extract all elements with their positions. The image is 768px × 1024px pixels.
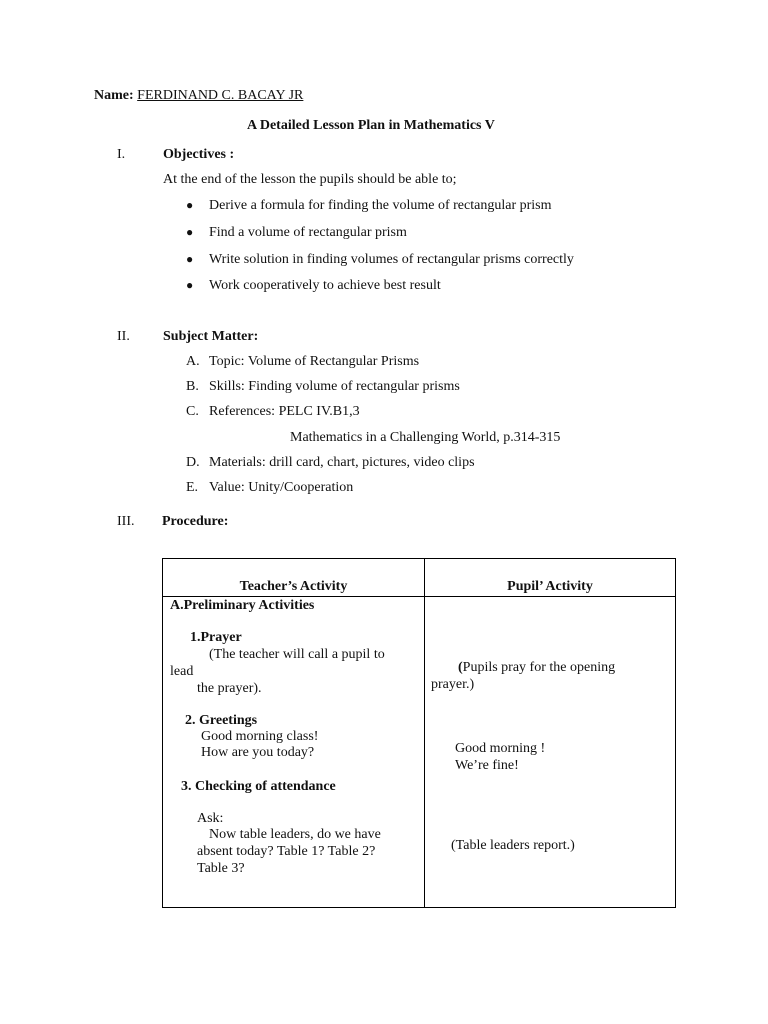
name-label: Name: xyxy=(94,88,134,103)
subject-heading: Subject Matter: xyxy=(163,329,259,344)
objectives-numeral: I. xyxy=(117,147,126,162)
list-item xyxy=(186,225,407,241)
pupil-prayer-line: prayer.) xyxy=(431,677,475,692)
objective-text: Work cooperatively to achieve best result xyxy=(209,278,441,293)
item-letter: A. xyxy=(186,354,200,369)
ask-label: Ask: xyxy=(197,811,224,826)
pupil-column-header: Pupil’ Activity xyxy=(425,559,676,597)
greetings-line: Good morning class! xyxy=(201,729,319,744)
prayer-line: lead xyxy=(170,664,194,679)
pupil-greeting-line: Good morning ! xyxy=(455,741,546,756)
list-item xyxy=(186,198,552,214)
list-item xyxy=(186,354,419,370)
prayer-title: 1.Prayer xyxy=(190,630,242,645)
item-text: References: PELC IV.B1,3 xyxy=(209,404,360,419)
item-text: Topic: Volume of Rectangular Prisms xyxy=(209,354,420,369)
bullet-icon: ● xyxy=(186,278,194,292)
procedure-table xyxy=(162,558,676,908)
item-text: Mathematics in a Challenging World, p.314-315 xyxy=(290,430,561,445)
item-text: Skills: Finding volume of rectangular prisms xyxy=(209,379,460,394)
pupil-prayer-text: Pupils pray for the opening xyxy=(462,660,616,675)
list-item xyxy=(186,278,441,294)
attendance-title: 3. Checking of attendance xyxy=(181,779,336,794)
objective-text: Derive a formula for finding the volume of rectangular prism xyxy=(209,198,552,213)
ask-line: Now table leaders, do we have xyxy=(209,827,381,842)
open-paren: ( xyxy=(458,660,463,675)
prayer-line: (The teacher will call a pupil to xyxy=(209,647,385,662)
list-item xyxy=(186,379,460,395)
pupil-greeting-line: We’re fine! xyxy=(455,758,519,773)
subject-numeral: II. xyxy=(117,329,130,344)
item-letter: E. xyxy=(186,480,199,495)
list-item xyxy=(290,430,560,446)
procedure-numeral: III. xyxy=(117,514,135,529)
prayer-line: the prayer). xyxy=(197,681,262,696)
name-value: FERDINAND C. BACAY JR xyxy=(137,88,304,103)
item-text: Materials: drill card, chart, pictures, video clips xyxy=(209,455,475,470)
section-heading: A.Preliminary Activities xyxy=(170,598,315,613)
item-text: Value: Unity/Cooperation xyxy=(209,480,354,495)
table-row xyxy=(163,597,676,908)
objectives-intro: At the end of the lesson the pupils should be able to; xyxy=(163,172,457,187)
greetings-line: How are you today? xyxy=(201,745,315,760)
ask-line: absent today? Table 1? Table 2? xyxy=(197,844,376,859)
ask-line: Table 3? xyxy=(197,861,245,876)
objectives-heading: Objectives : xyxy=(163,147,235,162)
pupil-report-line: (Table leaders report.) xyxy=(451,838,575,853)
list-item xyxy=(186,455,475,471)
item-letter: C. xyxy=(186,404,199,419)
list-item xyxy=(186,252,574,268)
page-title: A Detailed Lesson Plan in Mathematics V xyxy=(247,118,495,133)
teacher-cell xyxy=(163,597,425,908)
list-item xyxy=(186,480,353,496)
list-item xyxy=(186,404,360,420)
bullet-icon: ● xyxy=(186,225,194,239)
objective-text: Find a volume of rectangular prism xyxy=(209,225,407,240)
greetings-title: 2. Greetings xyxy=(185,713,258,728)
table-header-row xyxy=(163,559,676,597)
bullet-icon: ● xyxy=(186,198,194,212)
teacher-column-header: Teacher’s Activity xyxy=(163,559,425,597)
objective-text: Write solution in finding volumes of rectangular prisms correctly xyxy=(209,252,574,267)
procedure-heading: Procedure: xyxy=(162,514,229,529)
name-line xyxy=(94,88,303,104)
item-letter: D. xyxy=(186,455,200,470)
pupil-cell xyxy=(425,597,676,908)
item-letter: B. xyxy=(186,379,199,394)
bullet-icon: ● xyxy=(186,252,194,266)
pupil-prayer-line xyxy=(458,660,615,676)
